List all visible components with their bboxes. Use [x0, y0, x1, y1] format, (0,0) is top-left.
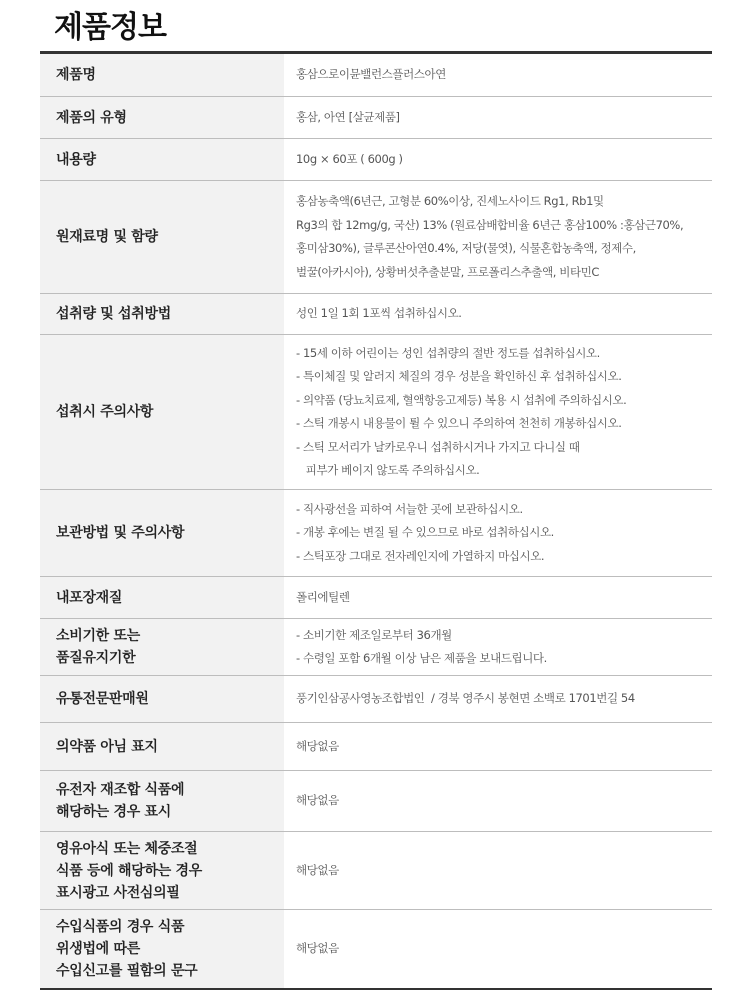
value-line: 성인 1일 1회 1포씩 섭취하십시오. — [296, 306, 462, 321]
table-row-ingredients — [40, 181, 712, 294]
table-row-intake — [40, 294, 712, 335]
table-row-distributor — [40, 676, 712, 723]
value-line: - 15세 이하 어린이는 성인 섭취량의 절반 정도를 섭취하십시오. — [296, 345, 600, 360]
value-line: - 스틱 모서리가 날카로우니 섭취하시거나 가지고 다니실 때 — [296, 439, 580, 454]
row-value — [284, 577, 712, 618]
value-line: 풍기인삼공사영농조합법인 / 경북 영주시 봉현면 소백로 1701번길 54 — [296, 691, 635, 706]
row-label: 영유아식 또는 체중조절 식품 등에 해당하는 경우 표시광고 사전심의필 — [40, 832, 284, 909]
row-value — [284, 139, 712, 180]
page-title: 제품정보 — [54, 10, 166, 45]
row-label: 소비기한 또는 품질유지기한 — [40, 619, 284, 675]
value-line: 해당없음 — [296, 862, 339, 877]
row-value — [284, 771, 712, 831]
row-label: 제품명 — [40, 54, 284, 96]
value-line: 홍삼, 아연 [살균제품] — [296, 109, 400, 124]
row-value — [284, 723, 712, 770]
row-label: 내포장재질 — [40, 577, 284, 618]
row-value — [284, 97, 712, 138]
table-row-infant-diet — [40, 832, 712, 910]
value-line: - 직사광선을 피하여 서늘한 곳에 보관하십시오. — [296, 501, 523, 516]
row-label: 수입식품의 경우 식품 위생법에 따른 수입신고를 필함의 문구 — [40, 910, 284, 988]
table-row-net-weight — [40, 139, 712, 181]
row-label: 유통전문판매원 — [40, 676, 284, 722]
row-label: 섭취량 및 섭취방법 — [40, 294, 284, 334]
value-line: - 개봉 후에는 변질 될 수 있으므로 바로 섭취하십시오. — [296, 525, 554, 540]
value-line: - 스틱포장 그대로 전자레인지에 가열하지 마십시오. — [296, 548, 545, 563]
row-label: 보관방법 및 주의사항 — [40, 490, 284, 576]
row-value — [284, 619, 712, 675]
row-label: 유전자 재조합 식품에 해당하는 경우 표시 — [40, 771, 284, 831]
table-row-not-medicine — [40, 723, 712, 771]
value-line: 해당없음 — [296, 738, 339, 753]
table-row-product-name — [40, 54, 712, 97]
value-line: - 의약품 (당뇨치료제, 혈액항응고제등) 복용 시 섭취에 주의하십시오. — [296, 392, 627, 407]
value-line: - 소비기한 제조일로부터 36개월 — [296, 627, 452, 642]
value-line: - 수령일 포함 6개월 이상 남은 제품을 보내드립니다. — [296, 651, 547, 665]
row-label: 의약품 아님 표지 — [40, 723, 284, 770]
table-row-gmo — [40, 771, 712, 832]
table-row-expiration — [40, 619, 712, 676]
row-value — [284, 832, 712, 909]
value-line: Rg3의 합 12mg/g, 국산) 13% (원료삼배합비율 6년근 홍삼100% :홍삼근70%, — [296, 217, 684, 232]
row-value — [284, 54, 712, 96]
value-line: 홍삼으로이뮨밸런스플러스아연 — [296, 67, 446, 82]
value-line: 폴리에틸렌 — [296, 589, 350, 604]
row-value — [284, 181, 712, 293]
value-line: 해당없음 — [296, 793, 339, 808]
row-label: 제품의 유형 — [40, 97, 284, 138]
value-line: - 특이체질 및 알러지 체질의 경우 성분을 확인하신 후 섭취하십시오. — [296, 369, 622, 383]
row-value — [284, 294, 712, 334]
value-line: - 스틱 개봉시 내용물이 튈 수 있으니 주의하여 천천히 개봉하십시오. — [296, 416, 622, 430]
row-value — [284, 335, 712, 489]
row-value — [284, 910, 712, 988]
value-line: 10g × 60포 ( 600g ) — [296, 151, 403, 166]
product-info-table — [40, 54, 712, 990]
value-line: 홍삼농축액(6년근, 고형분 60%이상, 진세노사이드 Rg1, Rb1및 — [296, 194, 604, 208]
value-line: 벌꿀(아카시아), 상황버섯추출분말, 프로폴리스추출액, 비타민C — [296, 264, 600, 279]
row-value — [284, 490, 712, 576]
value-line: 피부가 베이지 않도록 주의하십시오. — [296, 463, 480, 477]
table-row-intake-cautions — [40, 335, 712, 490]
table-row-product-type — [40, 97, 712, 139]
table-row-packaging — [40, 577, 712, 619]
row-label: 내용량 — [40, 139, 284, 180]
table-row-imported-food — [40, 910, 712, 990]
row-label: 섭취시 주의사항 — [40, 335, 284, 489]
row-value — [284, 676, 712, 722]
table-row-storage — [40, 490, 712, 577]
value-line: 홍미삼30%), 글루콘산아연0.4%, 저당(물엿), 식물혼합농축액, 정제수, — [296, 241, 636, 255]
row-label: 원재료명 및 함량 — [40, 181, 284, 293]
value-line: 해당없음 — [296, 941, 339, 956]
